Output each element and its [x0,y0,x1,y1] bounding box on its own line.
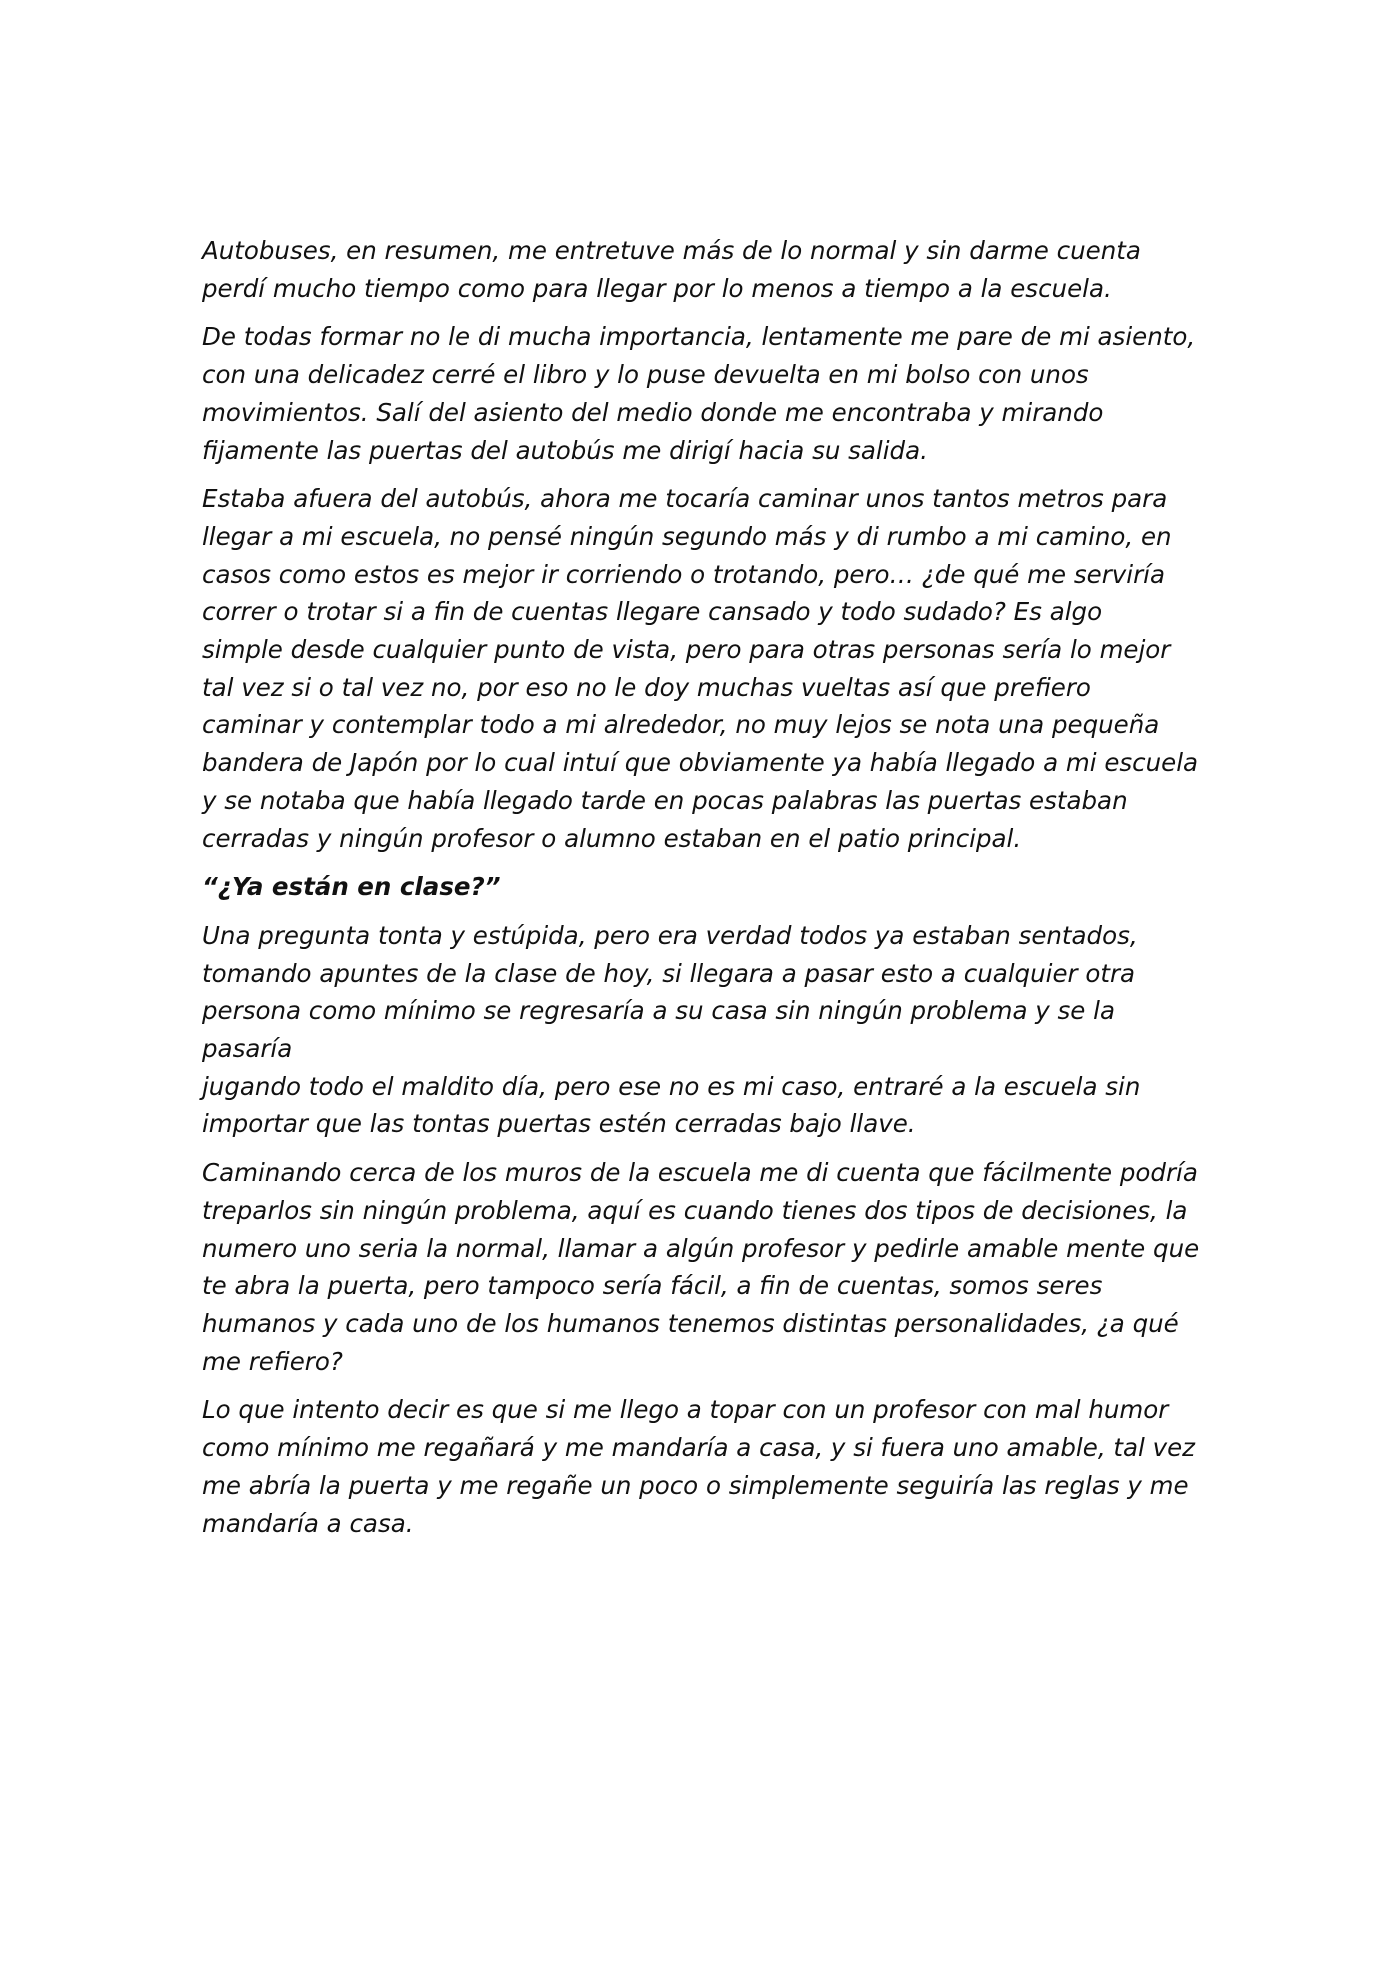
paragraph-5: Una pregunta tonta y estúpida, pero era verdad todos ya estaban sentados, tomando apuntes de la clase de hoy, si llegara a pasar esto a cualquier otra persona como mínimo se regresaría a su casa sin ningún problema y se la pasaría jugando todo el maldito día, pero ese no es mi caso, entraré a la escuela sin importar que las tontas puertas estén cerradas bajo llave. [202,920,1141,1139]
dialogue-line: “¿Ya están en clase?” [202,872,501,902]
document-body [202,232,1212,1553]
paragraph-3: Estaba afuera del autobús, ahora me tocaría caminar unos tantos metros para llegar a mi escuela, no pensé ningún segundo más y di rumbo a mi camino, en casos como estos es mejor ir corriendo o trotando, pero… ¿de qué me serviría correr o trotar si a fin de cuentas llegare cansado y todo sudado? Es algo simple desde cualquier punto de vista, pero para otras personas sería lo mejor tal vez si o tal vez no, por eso no le doy muchas vueltas así que prefiero caminar y contemplar todo a mi alrededor, no muy lejos se nota una pequeña bandera de Japón por lo cual intuí que obviamente ya había llegado a mi escuela y se notaba que había llegado tarde en pocas palabras las puertas estaban cerradas y ningún profesor o alumno estaban en el patio principal. [202,484,1199,853]
paragraph-6: Caminando cerca de los muros de la escuela me di cuenta que fácilmente podría treparlos sin ningún problema, aquí es cuando tienes dos tipos de decisiones, la numero uno seria la normal, llamar a algún profesor y pedirle amable mente que te abra la puerta, pero tampoco sería fácil, a fin de cuentas, somos seres humanos y cada uno de los humanos tenemos distintas personalidades, ¿a qué me refiero? [202,1158,1200,1376]
paragraph-7: Lo que intento decir es que si me llego a topar con un profesor con mal humor como mínimo me regañará y me mandaría a casa, y si fuera uno amable, tal vez me abría la puerta y me regañe un poco o simplemente seguiría las reglas y me mandaría a casa. [202,1395,1196,1538]
paragraph-1: Autobuses, en resumen, me entretuve más de lo normal y sin darme cuenta perdí mucho tiempo como para llegar por lo menos a tiempo a la escuela. [202,236,1141,303]
paragraph-2: De todas formar no le di mucha importancia, lentamente me pare de mi asiento, con una delicadez cerré el libro y lo puse devuelta en mi bolso con unos movimientos. Salí del asiento del medio donde me encontraba y mirando fijamente las puertas del autobús me dirigí hacia su salida. [202,322,1196,465]
